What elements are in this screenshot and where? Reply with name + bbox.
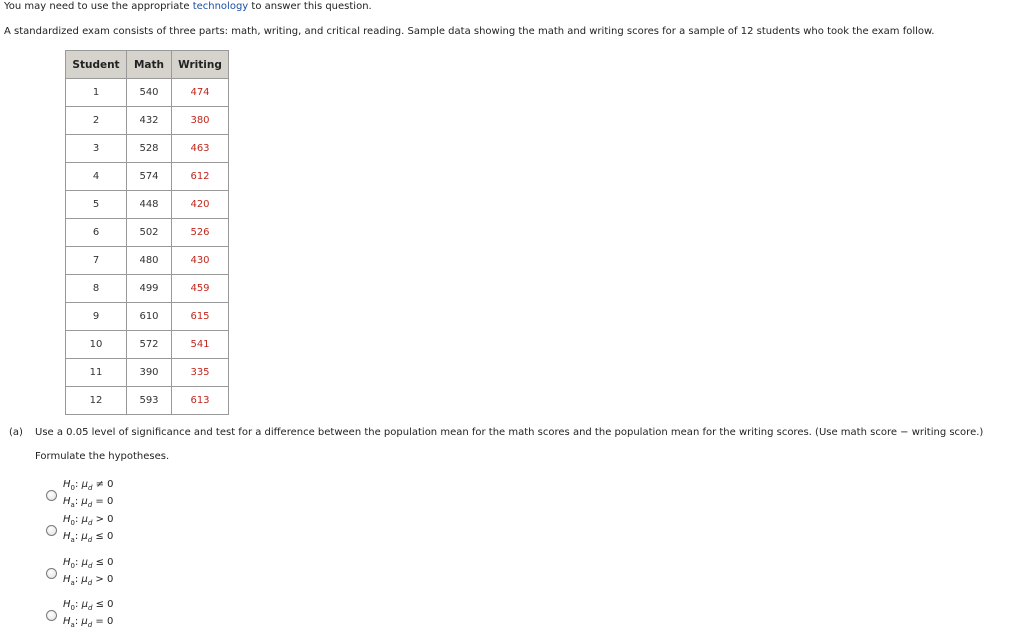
alternative-hypothesis xyxy=(63,531,113,544)
mu-symbol: μ xyxy=(81,599,88,610)
radio-button[interactable] xyxy=(46,490,57,501)
h-subscript: 0 xyxy=(70,484,75,492)
cell-math: 432 xyxy=(127,107,172,135)
cell-writing: 459 xyxy=(172,275,229,303)
header-student: Student xyxy=(66,51,127,79)
h-subscript: 0 xyxy=(70,604,75,612)
h-symbol: H xyxy=(63,616,71,627)
technology-link[interactable]: technology xyxy=(192,1,249,12)
cell-writing: 463 xyxy=(172,135,229,163)
table-header-row xyxy=(66,51,229,79)
intro-line xyxy=(4,1,372,12)
alternative-hypothesis xyxy=(63,496,113,509)
mu-symbol: μ xyxy=(81,479,88,490)
colon: : xyxy=(75,514,82,525)
mu-symbol: μ xyxy=(81,616,88,627)
table-row xyxy=(66,107,229,135)
cell-writing: 526 xyxy=(172,219,229,247)
cell-math: 528 xyxy=(127,135,172,163)
header-math: Math xyxy=(127,51,172,79)
mu-symbol: μ xyxy=(81,531,88,542)
hypothesis-option-2[interactable] xyxy=(46,514,166,550)
alternative-hypothesis xyxy=(63,574,113,587)
mu-subscript: d xyxy=(87,562,93,570)
table-row xyxy=(66,163,229,191)
radio-button[interactable] xyxy=(46,610,57,621)
mu-symbol: μ xyxy=(81,557,88,568)
mu-subscript: d xyxy=(87,484,93,492)
cell-writing: 474 xyxy=(172,79,229,107)
radio-button[interactable] xyxy=(46,568,57,579)
table-row xyxy=(66,79,229,107)
table-row xyxy=(66,191,229,219)
cell-writing: 380 xyxy=(172,107,229,135)
cell-student: 6 xyxy=(66,219,127,247)
mu-subscript: d xyxy=(87,501,93,509)
h-symbol: H xyxy=(63,496,71,507)
cell-math: 390 xyxy=(127,359,172,387)
mu-symbol: μ xyxy=(81,496,88,507)
cell-math: 480 xyxy=(127,247,172,275)
colon: : xyxy=(74,574,82,585)
relation: = 0 xyxy=(92,616,114,627)
relation: ≤ 0 xyxy=(92,557,114,568)
null-hypothesis xyxy=(63,557,114,570)
null-hypothesis xyxy=(63,514,114,527)
h-subscript: a xyxy=(70,536,75,544)
colon: : xyxy=(75,479,82,490)
cell-math: 499 xyxy=(127,275,172,303)
mu-subscript: d xyxy=(87,604,93,612)
table-row xyxy=(66,387,229,415)
h-subscript: a xyxy=(70,579,75,587)
h-symbol: H xyxy=(63,574,71,585)
h-symbol: H xyxy=(63,599,71,610)
cell-math: 572 xyxy=(127,331,172,359)
problem-statement: A standardized exam consists of three parts: math, writing, and critical reading. Sample data showing the math and writing scores for a sample of 12 students who took the exam follow. xyxy=(4,26,935,37)
mu-subscript: d xyxy=(87,519,93,527)
mu-symbol: μ xyxy=(81,514,88,525)
table-row xyxy=(66,219,229,247)
part-a-label: (a) xyxy=(9,427,23,438)
cell-writing: 612 xyxy=(172,163,229,191)
colon: : xyxy=(75,599,82,610)
relation: ≠ 0 xyxy=(92,479,114,490)
hypothesis-option-4[interactable] xyxy=(46,599,166,635)
relation: ≤ 0 xyxy=(92,599,114,610)
h-symbol: H xyxy=(63,531,71,542)
null-hypothesis xyxy=(63,599,114,612)
cell-writing: 430 xyxy=(172,247,229,275)
formulate-label: Formulate the hypotheses. xyxy=(35,451,170,462)
h-symbol: H xyxy=(63,557,71,568)
colon: : xyxy=(74,496,82,507)
cell-student: 3 xyxy=(66,135,127,163)
cell-writing: 541 xyxy=(172,331,229,359)
intro-text-after: to answer this question. xyxy=(248,1,372,12)
cell-math: 574 xyxy=(127,163,172,191)
h-symbol: H xyxy=(63,479,71,490)
part-a-question xyxy=(9,427,983,438)
cell-student: 7 xyxy=(66,247,127,275)
hypothesis-option-1[interactable] xyxy=(46,479,166,515)
part-a-text: Use a 0.05 level of significance and test for a difference between the population mean for the math scores and the population mean for the writing scores. (Use math score − writing score.) xyxy=(35,427,984,438)
h-subscript: 0 xyxy=(70,519,75,527)
h-subscript: a xyxy=(70,621,75,629)
cell-student: 10 xyxy=(66,331,127,359)
relation: = 0 xyxy=(92,496,114,507)
intro-text-before: You may need to use the appropriate xyxy=(4,1,193,12)
colon: : xyxy=(75,557,82,568)
mu-symbol: μ xyxy=(81,574,88,585)
cell-writing: 335 xyxy=(172,359,229,387)
table-row xyxy=(66,275,229,303)
cell-student: 12 xyxy=(66,387,127,415)
scores-table xyxy=(65,50,229,415)
cell-student: 2 xyxy=(66,107,127,135)
table-row xyxy=(66,135,229,163)
header-writing: Writing xyxy=(172,51,229,79)
cell-writing: 420 xyxy=(172,191,229,219)
cell-student: 8 xyxy=(66,275,127,303)
mu-subscript: d xyxy=(87,536,93,544)
cell-student: 9 xyxy=(66,303,127,331)
cell-student: 11 xyxy=(66,359,127,387)
relation: ≤ 0 xyxy=(92,531,114,542)
h-subscript: 0 xyxy=(70,562,75,570)
colon: : xyxy=(74,531,82,542)
table-row xyxy=(66,247,229,275)
hypothesis-option-3[interactable] xyxy=(46,557,166,593)
table-row xyxy=(66,359,229,387)
relation: > 0 xyxy=(92,574,114,585)
cell-math: 448 xyxy=(127,191,172,219)
cell-math: 540 xyxy=(127,79,172,107)
relation: > 0 xyxy=(92,514,114,525)
table-row xyxy=(66,303,229,331)
cell-student: 1 xyxy=(66,79,127,107)
cell-math: 593 xyxy=(127,387,172,415)
cell-student: 4 xyxy=(66,163,127,191)
radio-button[interactable] xyxy=(46,525,57,536)
h-subscript: a xyxy=(70,501,75,509)
alternative-hypothesis xyxy=(63,616,113,629)
cell-student: 5 xyxy=(66,191,127,219)
cell-math: 610 xyxy=(127,303,172,331)
mu-subscript: d xyxy=(87,621,93,629)
mu-subscript: d xyxy=(87,579,93,587)
cell-writing: 615 xyxy=(172,303,229,331)
cell-writing: 613 xyxy=(172,387,229,415)
colon: : xyxy=(74,616,82,627)
table-body xyxy=(66,79,229,415)
h-symbol: H xyxy=(63,514,71,525)
null-hypothesis xyxy=(63,479,114,492)
table-row xyxy=(66,331,229,359)
cell-math: 502 xyxy=(127,219,172,247)
